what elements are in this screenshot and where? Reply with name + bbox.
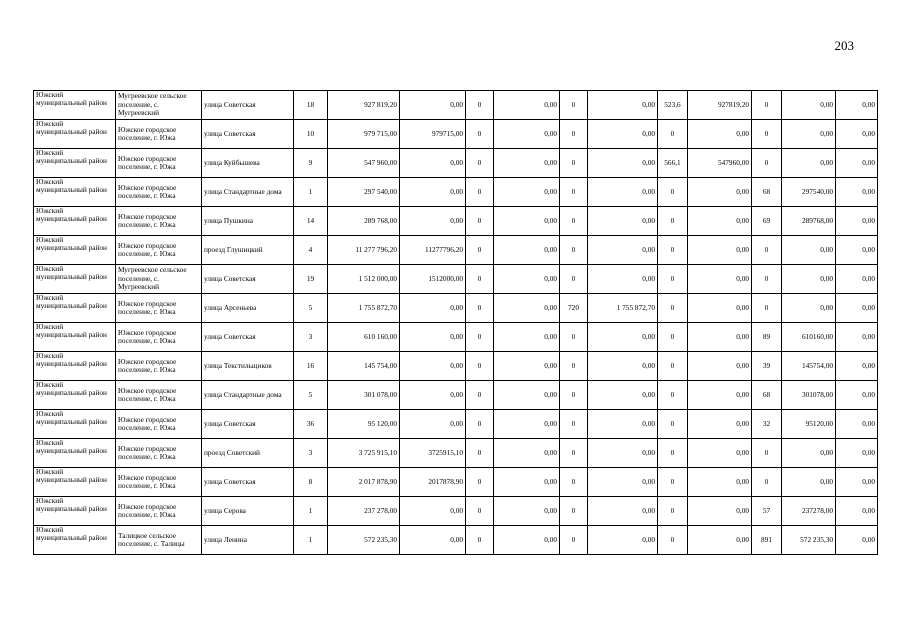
amount-cell: 11277796,20 [400,236,466,265]
total-cost-cell: 95 120,00 [328,410,400,439]
amount-cell: 0,00 [588,439,658,468]
street-cell: улица Текстильщиков [202,352,294,381]
district-cell: Южский муниципальный район [34,497,116,526]
qty-cell: 0 [658,120,688,149]
amount-cell: 0,00 [836,149,878,178]
amount-cell: 0,00 [400,352,466,381]
amount-cell: 0,00 [494,91,560,120]
amount-cell: 0,00 [688,381,752,410]
amount-cell: 0,00 [494,468,560,497]
district-cell: Южский муниципальный район [34,323,116,352]
total-cost-cell: 927 819,20 [328,91,400,120]
amount-cell: 0,00 [836,236,878,265]
district-cell: Южский муниципальный район [34,91,116,120]
qty-cell: 57 [752,497,782,526]
district-cell: Южский муниципальный район [34,439,116,468]
amount-cell: 0,00 [688,120,752,149]
qty-cell: 0 [658,410,688,439]
table-row [34,178,878,207]
amount-cell: 0,00 [494,497,560,526]
table-row [34,294,878,323]
amount-cell: 0,00 [400,410,466,439]
qty-cell: 0 [752,120,782,149]
amount-cell: 0,00 [494,120,560,149]
table-row [34,236,878,265]
qty-cell: 0 [752,91,782,120]
street-cell: проезд Советский [202,439,294,468]
qty-cell: 0 [560,323,588,352]
amount-cell: 0,00 [688,236,752,265]
amount-cell: 0,00 [400,294,466,323]
amount-cell: 0,00 [588,497,658,526]
amount-cell: 0,00 [400,149,466,178]
total-cost-cell: 572 235,30 [328,526,400,555]
qty-cell: 891 [752,526,782,555]
amount-cell: 0,00 [782,294,836,323]
qty-cell: 0 [466,439,494,468]
amount-cell: 237278,00 [782,497,836,526]
amount-cell: 0,00 [588,526,658,555]
amount-cell: 0,00 [688,352,752,381]
amount-cell: 927819,20 [688,91,752,120]
settlement-cell: Южское городское поселение, г. Южа [116,120,202,149]
amount-cell: 0,00 [836,178,878,207]
table-row [34,149,878,178]
amount-cell: 0,00 [836,265,878,294]
amount-cell: 0,00 [782,236,836,265]
settlement-cell: Южское городское поселение, г. Южа [116,236,202,265]
street-cell: улица Серова [202,497,294,526]
amount-cell: 0,00 [588,265,658,294]
table-row [34,497,878,526]
total-cost-cell: 1 512 000,00 [328,265,400,294]
qty-cell: 32 [752,410,782,439]
street-cell: улица Арсеньева [202,294,294,323]
qty-cell: 0 [658,236,688,265]
amount-cell: 0,00 [588,207,658,236]
amount-cell: 0,00 [494,178,560,207]
qty-cell: 0 [658,497,688,526]
amount-cell: 0,00 [588,410,658,439]
house-number-cell: 1 [294,178,328,207]
street-cell: улица Советская [202,323,294,352]
qty-cell: 0 [560,149,588,178]
district-cell: Южский муниципальный район [34,207,116,236]
table-row [34,91,878,120]
total-cost-cell: 301 078,00 [328,381,400,410]
data-table [33,90,878,555]
table-row [34,410,878,439]
total-cost-cell: 11 277 796,20 [328,236,400,265]
district-cell: Южский муниципальный район [34,265,116,294]
settlement-cell: Мугреевское сельское поселение, с. Мугреевский [116,91,202,120]
qty-cell: 0 [560,352,588,381]
amount-cell: 0,00 [688,265,752,294]
house-number-cell: 9 [294,149,328,178]
amount-cell: 0,00 [494,294,560,323]
qty-cell: 0 [466,526,494,555]
table-row [34,381,878,410]
amount-cell: 0,00 [400,381,466,410]
house-number-cell: 8 [294,468,328,497]
total-cost-cell: 289 768,00 [328,207,400,236]
amount-cell: 0,00 [688,207,752,236]
house-number-cell: 5 [294,294,328,323]
qty-cell: 0 [560,526,588,555]
qty-cell: 0 [752,149,782,178]
amount-cell: 0,00 [588,120,658,149]
amount-cell: 979715,00 [400,120,466,149]
district-cell: Южский муниципальный район [34,381,116,410]
amount-cell: 0,00 [836,381,878,410]
house-number-cell: 3 [294,323,328,352]
qty-cell: 0 [466,149,494,178]
district-cell: Южский муниципальный район [34,352,116,381]
settlement-cell: Южское городское поселение, г. Южа [116,410,202,439]
amount-cell: 3725915,10 [400,439,466,468]
table-row [34,120,878,149]
house-number-cell: 1 [294,526,328,555]
qty-cell: 566,1 [658,149,688,178]
amount-cell: 0,00 [588,323,658,352]
street-cell: проезд Глушицкий [202,236,294,265]
qty-cell: 89 [752,323,782,352]
qty-cell: 0 [466,178,494,207]
amount-cell: 0,00 [588,468,658,497]
amount-cell: 2017878,90 [400,468,466,497]
qty-cell: 0 [560,468,588,497]
amount-cell: 0,00 [588,236,658,265]
amount-cell: 610160,00 [782,323,836,352]
qty-cell: 0 [466,120,494,149]
amount-cell: 0,00 [494,439,560,468]
house-number-cell: 4 [294,236,328,265]
amount-cell: 0,00 [688,294,752,323]
district-cell: Южский муниципальный район [34,120,116,149]
house-number-cell: 18 [294,91,328,120]
amount-cell: 0,00 [494,526,560,555]
street-cell: улица Советская [202,468,294,497]
qty-cell: 68 [752,178,782,207]
amount-cell: 0,00 [782,439,836,468]
street-cell: улица Советская [202,91,294,120]
qty-cell: 39 [752,352,782,381]
table-row [34,323,878,352]
district-cell: Южский муниципальный район [34,410,116,439]
qty-cell: 0 [466,381,494,410]
amount-cell: 0,00 [836,207,878,236]
amount-cell: 0,00 [688,410,752,439]
amount-cell: 0,00 [494,236,560,265]
settlement-cell: Южское городское поселение, г. Южа [116,497,202,526]
amount-cell: 0,00 [782,120,836,149]
table-row [34,439,878,468]
amount-cell: 0,00 [400,178,466,207]
table-row [34,468,878,497]
amount-cell: 0,00 [836,323,878,352]
qty-cell: 0 [466,468,494,497]
amount-cell: 0,00 [782,149,836,178]
district-cell: Южский муниципальный район [34,149,116,178]
amount-cell: 0,00 [688,468,752,497]
amount-cell: 0,00 [494,323,560,352]
qty-cell: 0 [752,265,782,294]
amount-cell: 0,00 [836,497,878,526]
amount-cell: 0,00 [836,468,878,497]
amount-cell: 0,00 [400,497,466,526]
qty-cell: 0 [560,410,588,439]
amount-cell: 0,00 [494,352,560,381]
total-cost-cell: 2 017 878,90 [328,468,400,497]
amount-cell: 145754,00 [782,352,836,381]
amount-cell: 0,00 [494,265,560,294]
qty-cell: 68 [752,381,782,410]
settlement-cell: Южское городское поселение, г. Южа [116,323,202,352]
qty-cell: 0 [560,236,588,265]
table-body [34,91,878,555]
qty-cell: 0 [466,323,494,352]
qty-cell: 720 [560,294,588,323]
amount-cell: 0,00 [688,178,752,207]
amount-cell: 0,00 [836,410,878,439]
house-number-cell: 10 [294,120,328,149]
qty-cell: 0 [658,265,688,294]
amount-cell: 0,00 [400,91,466,120]
qty-cell: 0 [466,91,494,120]
amount-cell: 0,00 [400,323,466,352]
qty-cell: 0 [658,439,688,468]
amount-cell: 0,00 [782,91,836,120]
qty-cell: 0 [560,120,588,149]
qty-cell: 0 [560,265,588,294]
amount-cell: 301078,00 [782,381,836,410]
total-cost-cell: 237 278,00 [328,497,400,526]
house-number-cell: 19 [294,265,328,294]
settlement-cell: Южское городское поселение, г. Южа [116,178,202,207]
qty-cell: 0 [560,91,588,120]
amount-cell: 289768,00 [782,207,836,236]
total-cost-cell: 547 960,00 [328,149,400,178]
amount-cell: 0,00 [494,207,560,236]
amount-cell: 0,00 [494,149,560,178]
page-number: 203 [834,38,854,53]
qty-cell: 0 [560,439,588,468]
qty-cell: 0 [560,207,588,236]
settlement-cell: Южское городское поселение, г. Южа [116,207,202,236]
house-number-cell: 3 [294,439,328,468]
house-number-cell: 1 [294,497,328,526]
qty-cell: 0 [658,468,688,497]
qty-cell: 0 [658,294,688,323]
table-row [34,526,878,555]
street-cell: улица Стандартные дома [202,178,294,207]
qty-cell: 0 [466,352,494,381]
qty-cell: 0 [658,352,688,381]
amount-cell: 0,00 [836,352,878,381]
qty-cell: 0 [466,236,494,265]
house-number-cell: 16 [294,352,328,381]
qty-cell: 0 [752,439,782,468]
amount-cell: 0,00 [688,439,752,468]
amount-cell: 0,00 [588,352,658,381]
amount-cell: 0,00 [400,207,466,236]
amount-cell: 0,00 [588,381,658,410]
settlement-cell: Южское городское поселение, г. Южа [116,439,202,468]
house-number-cell: 36 [294,410,328,439]
total-cost-cell: 610 160,00 [328,323,400,352]
total-cost-cell: 145 754,00 [328,352,400,381]
qty-cell: 0 [560,381,588,410]
amount-cell: 95120,00 [782,410,836,439]
street-cell: улица Ленина [202,526,294,555]
amount-cell: 0,00 [588,178,658,207]
amount-cell: 0,00 [400,526,466,555]
qty-cell: 0 [752,294,782,323]
qty-cell: 0 [658,207,688,236]
amount-cell: 0,00 [836,294,878,323]
street-cell: улица Советская [202,265,294,294]
amount-cell: 0,00 [836,120,878,149]
amount-cell: 1512000,00 [400,265,466,294]
amount-cell: 0,00 [688,526,752,555]
street-cell: улица Стандартные дома [202,381,294,410]
amount-cell: 0,00 [688,323,752,352]
amount-cell: 547960,00 [688,149,752,178]
amount-cell: 1 755 872,70 [588,294,658,323]
qty-cell: 0 [560,497,588,526]
qty-cell: 69 [752,207,782,236]
district-cell: Южский муниципальный район [34,236,116,265]
street-cell: улица Советская [202,410,294,439]
settlement-cell: Мугреевское сельское поселение, с. Мугреевский [116,265,202,294]
amount-cell: 0,00 [494,381,560,410]
house-number-cell: 5 [294,381,328,410]
qty-cell: 0 [466,497,494,526]
amount-cell: 0,00 [782,468,836,497]
district-cell: Южский муниципальный район [34,294,116,323]
street-cell: улица Советская [202,120,294,149]
amount-cell: 0,00 [588,91,658,120]
settlement-cell: Южское городское поселение, г. Южа [116,468,202,497]
qty-cell: 0 [658,526,688,555]
amount-cell: 0,00 [836,91,878,120]
amount-cell: 572 235,30 [782,526,836,555]
settlement-cell: Южское городское поселение, г. Южа [116,352,202,381]
amount-cell: 297540,00 [782,178,836,207]
amount-cell: 0,00 [588,149,658,178]
qty-cell: 0 [466,265,494,294]
qty-cell: 0 [658,381,688,410]
total-cost-cell: 297 540,00 [328,178,400,207]
amount-cell: 0,00 [782,265,836,294]
district-cell: Южский муниципальный район [34,178,116,207]
total-cost-cell: 979 715,00 [328,120,400,149]
amount-cell: 0,00 [836,526,878,555]
qty-cell: 0 [752,468,782,497]
table-row [34,265,878,294]
settlement-cell: Южское городское поселение, г. Южа [116,294,202,323]
street-cell: улица Пушкина [202,207,294,236]
district-cell: Южский муниципальный район [34,468,116,497]
settlement-cell: Талицкое сельское поселение, с. Талицы [116,526,202,555]
amount-cell: 0,00 [494,410,560,439]
settlement-cell: Южское городское поселение, г. Южа [116,381,202,410]
district-cell: Южский муниципальный район [34,526,116,555]
qty-cell: 0 [466,294,494,323]
table-row [34,207,878,236]
total-cost-cell: 3 725 915,10 [328,439,400,468]
total-cost-cell: 1 755 872,70 [328,294,400,323]
table-row [34,352,878,381]
qty-cell: 0 [658,323,688,352]
qty-cell: 523,6 [658,91,688,120]
house-number-cell: 14 [294,207,328,236]
qty-cell: 0 [466,207,494,236]
qty-cell: 0 [658,178,688,207]
settlement-cell: Южское городское поселение, г. Южа [116,149,202,178]
amount-cell: 0,00 [836,439,878,468]
qty-cell: 0 [752,236,782,265]
qty-cell: 0 [466,410,494,439]
street-cell: улица Куйбышева [202,149,294,178]
qty-cell: 0 [560,178,588,207]
amount-cell: 0,00 [688,497,752,526]
